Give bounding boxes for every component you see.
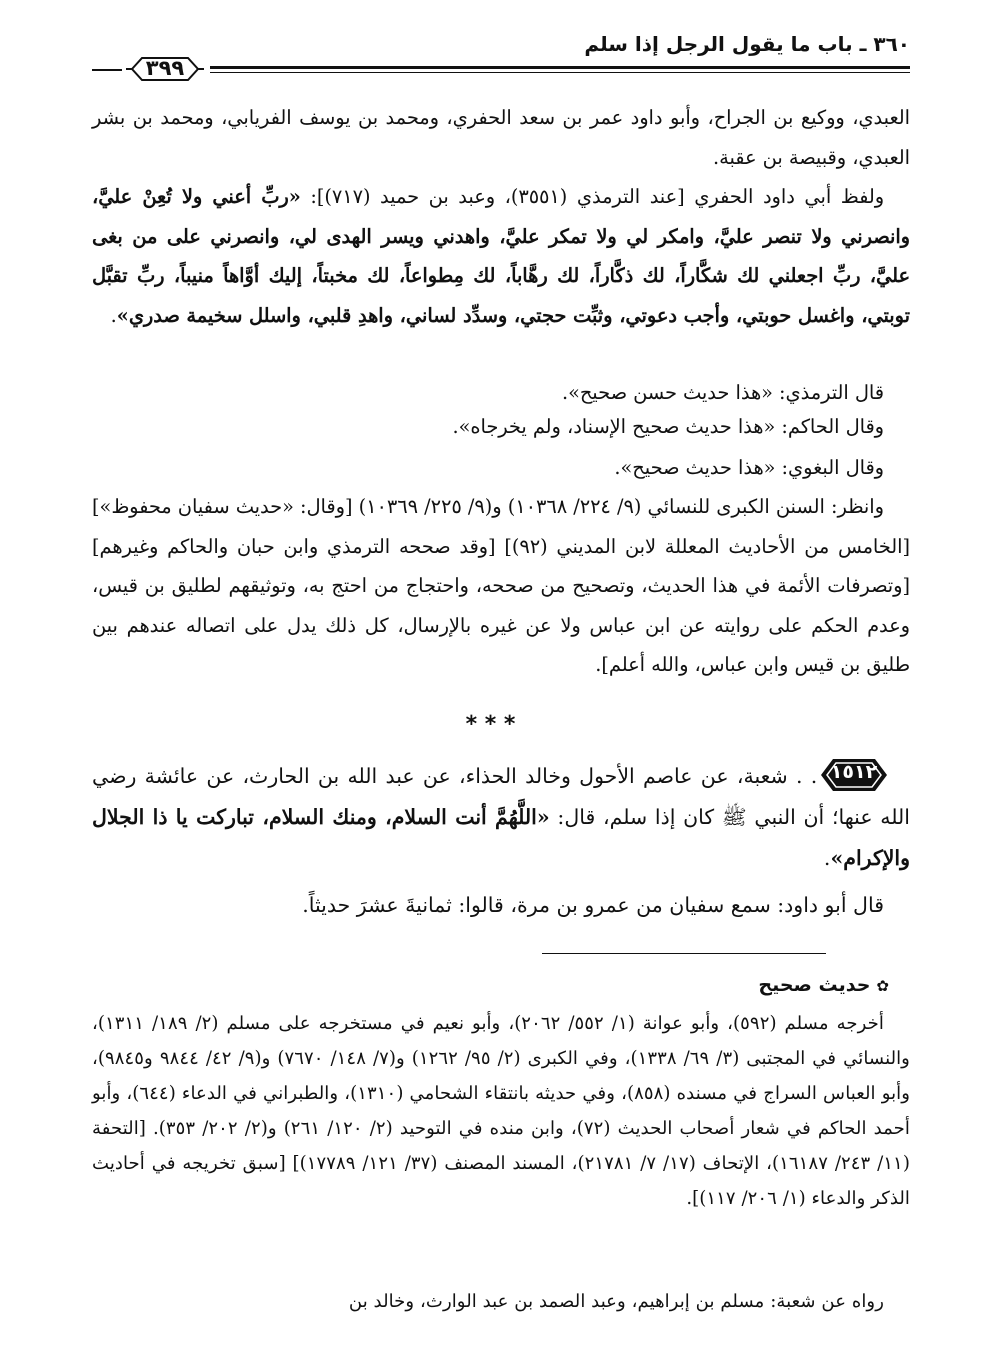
hadith-quote: «اللَّهُمَّ أنت السلام، ومنك السلام، تباركت يا ذا الجلال والإكرام» <box>92 805 910 870</box>
dua-end: . <box>110 303 117 327</box>
grade-label: حديث صحيح <box>758 974 871 996</box>
hadith-end: . <box>823 846 831 870</box>
hadith-number: ١٥١٢ <box>830 761 878 783</box>
flower-icon: ✿ <box>876 977 889 995</box>
header-rule-thick <box>210 66 910 69</box>
page-header <box>92 26 910 86</box>
hadith-text <box>92 756 910 879</box>
hakim-verdict: وقال الحاكم: «هذا حديث صحيح الإسناد، ولم يخرجاه». <box>452 415 884 438</box>
paragraph-dua <box>92 177 910 335</box>
dua-quote: «ربِّ أعني ولا تُعِنْ عليَّ، وانصرني ولا تنصر عليَّ، وامكر لي ولا تمكر عليَّ، واهدني ويسر الهدى لي، وانصرني على من بغى عليَّ، ربِّ اجعلني لك شكَّاراً، لك ذكَّاراً، لك رهَّاباً، لك مِطواعاً، لك مخبتاً، إليك أوَّاهاً منيباً، ربِّ تقبَّل توبتي، واغسل حوبتي، وأجب دعوتي، وثبِّت حجتي، وسدِّد لساني، واهدِ قلبي، واسلل سخيمة صدري» <box>92 185 910 327</box>
paragraph-narrators: العبدي، ووكيع بن الجراح، وأبو داود عمر بن سعد الحفري، ومحمد بن يوسف الفريابي، ومحمد بن بشر العبدي، وقبيصة بن عقبة. <box>92 106 910 169</box>
header-rule-left <box>92 69 122 71</box>
hadith-chain: . . . شعبة، عن عاصم الأحول وخالد الحذاء، عن عبد الله بن الحارث، عن عائشة رضي الله عنها؛ أن النبي ﷺ كان إذا سلم، قال: <box>92 764 911 829</box>
section-stars: * * * <box>465 712 516 737</box>
page-number: ٣٩٩ <box>145 56 185 80</box>
page-number-badge <box>122 54 208 84</box>
abu-dawud-remark: قال أبو داود: سمع سفيان من عمرو بن مرة، قالوا: ثمانيةَ عشرَ حديثاً. <box>302 893 884 917</box>
footnote-separator <box>542 953 826 954</box>
grade-heading <box>758 968 889 1003</box>
header-rule-thin <box>210 72 910 73</box>
baghawi-verdict: وقال البغوي: «هذا حديث صحيح». <box>614 456 884 479</box>
footnote-narrators: رواه عن شعبة: مسلم بن إبراهيم، وعبد الصمد بن عبد الوارث، وخالد بن <box>348 1291 884 1312</box>
dua-intro: ولفظ أبي داود الحفري [عند الترمذي (٣٥٥١)، وعبد بن حميد (٧١٧)]: <box>300 185 885 208</box>
tirmidhi-verdict: قال الترمذي: «هذا حديث حسن صحيح». <box>561 381 884 404</box>
running-title: ٣٦٠ ـ باب ما يقول الرجل إذا سلم <box>584 32 910 56</box>
footnote-takhrij: أخرجه مسلم (٥٩٢)، وأبو عوانة (١/ ٥٥٢/ ٢٠٦٢)، وأبو نعيم في مستخرجه على مسلم (٢/ ١٨٩/ ١٣١١)، والنسائي في المجتبى (٣/ ٦٩/ ١٣٣٨)، وفي الكبرى (٢/ ٩٥/ ١٢٦٢) و(٧/ ١٤٨/ ٧٦٧٠) و(٩/ ٤٢/ ٩٨٤٤ و٩٨٤٥)، وأبو العباس السراج في مسنده (٨٥٨)، وفي حديثه بانتقاء الشحامي (١٣١٠)، والطبراني في الدعاء (٦٤٤)، وأبو أحمد الحاكم في شعار أصحاب الحديث (٧٢)، وابن منده في التوحيد (٢/ ١٢٠/ ٢٦١) و(٢/ ٢٠٢/ ٣٥٣). [التحفة (١١/ ٢٤٣/ ١٦١٨٧)، الإتحاف (١٧/ ٧/ ٢١٧٨١)، المسند المصنف (٣٧/ ١٢١/ ١٧٧٨٩)] [سبق تخريجه في أحاديث الذكر والدعاء (١/ ٢٠٦/ ١١٧)]. <box>92 1013 910 1209</box>
paragraph-references: وانظر: السنن الكبرى للنسائي (٩/ ٢٢٤/ ١٠٣٦٨) و(٩/ ٢٢٥/ ١٠٣٦٩) [وقال: «حديث سفيان محفوظ»] [الخامس من الأحاديث المعللة لابن المديني (٩٢)] [وقد صححه الترمذي وابن حبان والحاكم وغيرهم] [وتصرفات الأئمة في هذا الحديث، وتصحيح من صححه، واحتجاج من احتج به، وتوثيقهم لطليق بن قيس، وعدم الحكم على روايته عن ابن عباس ولا عن غيره بالإرسال، كل ذلك يدل على اتصاله عندهم بين طليق بن قيس وابن عباس، والله أعلم]. <box>92 495 911 677</box>
